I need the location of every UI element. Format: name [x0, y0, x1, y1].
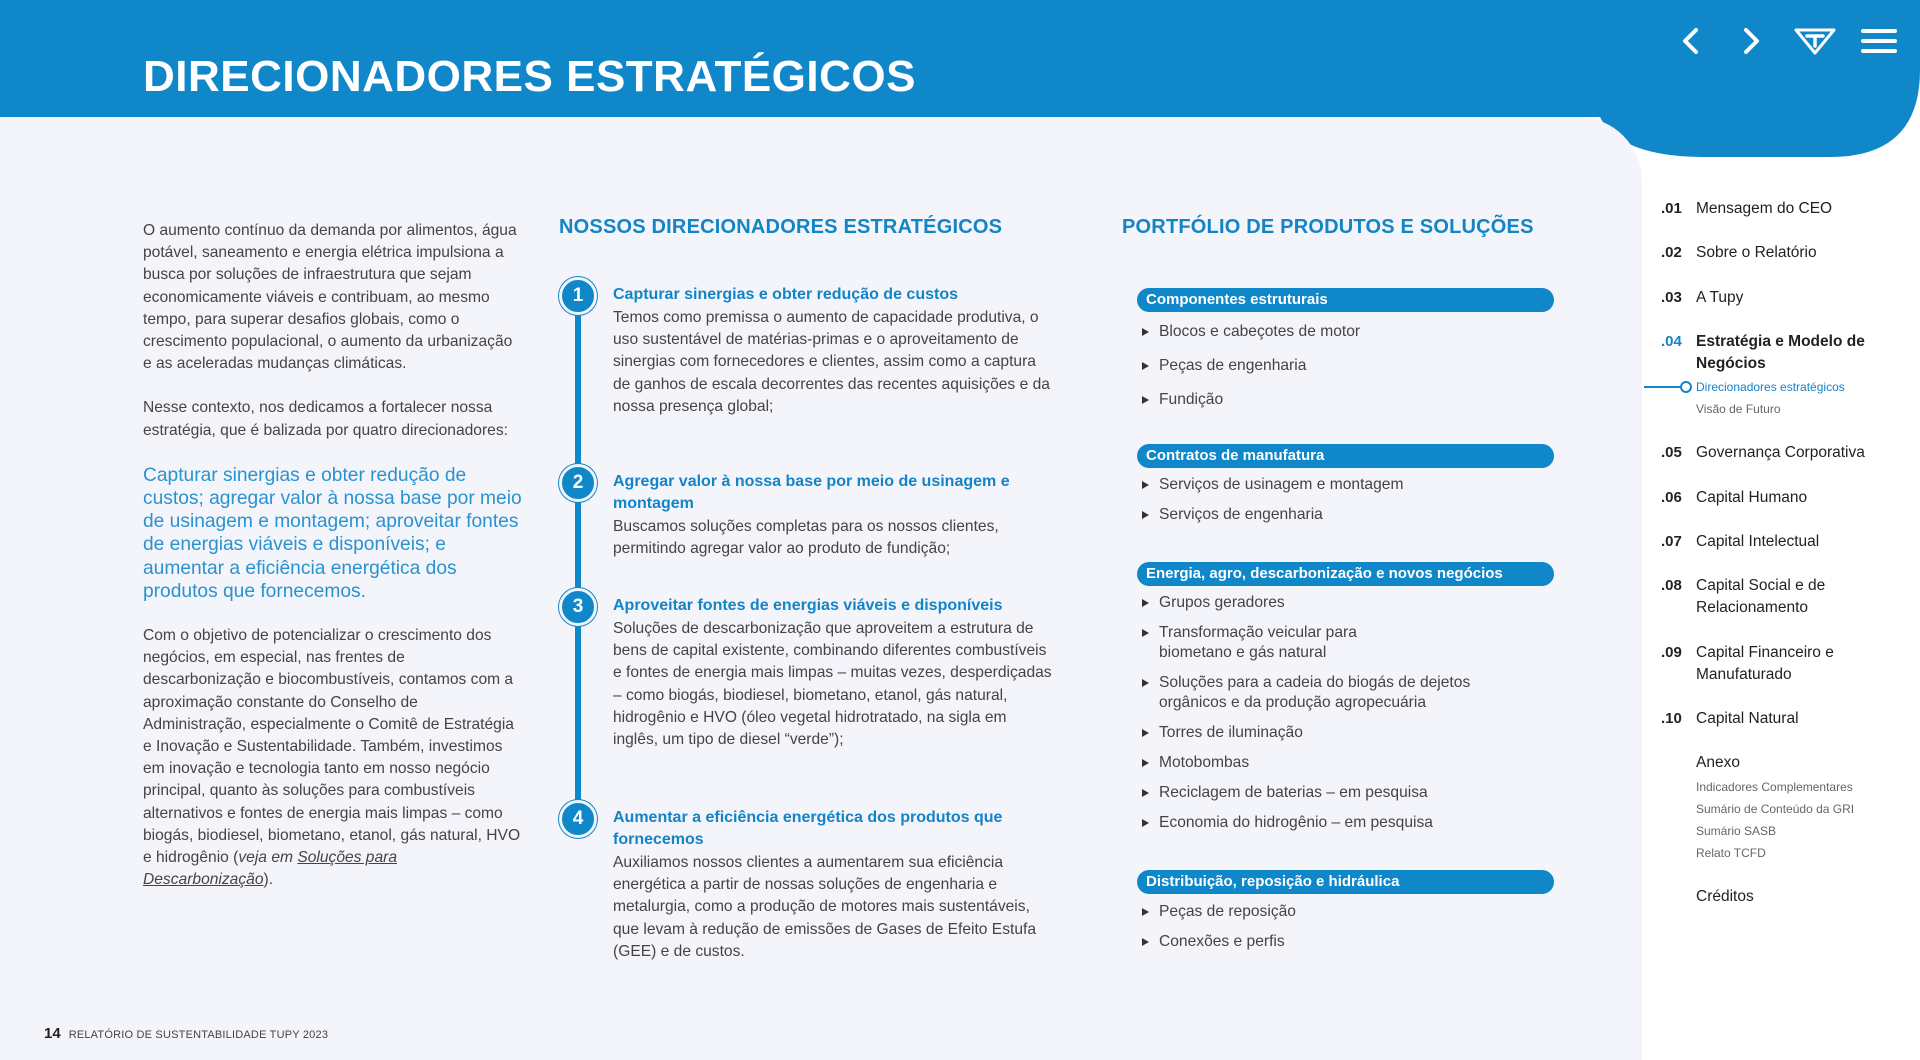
sidebar-item-number: .04 — [1661, 333, 1682, 350]
driver-text: Auxiliamos nossos clientes a aumentarem sua eficiência energética a partir de nossas soluções de engenharia e metalurgia, como a produção de motores mais sustentáveis, que levam à redução de emissões de Gases de Efeito Estufa (GEE) e de custos. — [613, 854, 1037, 960]
category-pill: Energia, agro, descarbonização e novos negócios — [1137, 562, 1554, 586]
step-number-badge: 2 — [559, 464, 597, 502]
list-item: Blocos e cabeçotes de motor — [1140, 322, 1550, 342]
intro-paragraph-3-text: Com o objetivo de potencializar o crescimento dos negócios, em especial, nas frentes de descarbonização e biocombustíveis, contamos com a aproximação constante do Conselho de Administração, especialmente o Comitê de Estratégia e Inovação e Sustentabilidade. Também, investimos em inovação e tecnologia tanto em nosso negócio principal, quanto às soluções para combustíveis alternativos e fontes de energia mais limpas – como biogás, biodiesel, biometano, etanol, gás natural, HVO e hidrogênio ( — [143, 627, 521, 867]
timeline-line — [575, 296, 581, 821]
sidebar-item-label: A Tupy — [1696, 289, 1744, 306]
product-list — [1140, 475, 1550, 525]
sidebar-item-label: Capital Social e de Relacionamento — [1696, 577, 1826, 617]
sidebar-item-label: Anexo — [1696, 754, 1740, 771]
sidebar-item-number: .06 — [1661, 489, 1682, 506]
list-item: Peças de engenharia — [1140, 356, 1550, 376]
portfolio-heading: PORTFÓLIO DE PRODUTOS E SOLUÇÕES — [1122, 216, 1534, 238]
sidebar-item-number: .07 — [1661, 533, 1682, 550]
sidebar-item-label: Capital Financeiro e Manufaturado — [1696, 644, 1834, 684]
sidebar-item-number: .02 — [1661, 244, 1682, 261]
list-item: Fundição — [1140, 390, 1550, 410]
product-list — [1140, 593, 1550, 833]
chevron-left-icon[interactable] — [1672, 22, 1710, 60]
driver-title: Agregar valor à nossa base por meio de usinagem e montagem — [613, 473, 1010, 512]
list-item: Conexões e perfis — [1140, 932, 1550, 952]
list-item: Reciclagem de baterias – em pesquisa — [1140, 783, 1550, 803]
sidebar-subitem-sasb[interactable]: Sumário SASB — [1696, 824, 1777, 838]
active-section-dot — [1680, 381, 1692, 393]
intro-column — [143, 220, 523, 913]
category-pill: Componentes estruturais — [1137, 288, 1554, 312]
category-pill: Distribuição, reposição e hidráulica — [1137, 870, 1554, 894]
intro-paragraph-2: Nesse contexto, nos dedicamos a fortalecer nossa estratégia, que é balizada por quatro direcionadores: — [143, 399, 508, 439]
list-item: Serviços de engenharia — [1140, 505, 1550, 525]
step-number-badge: 1 — [559, 277, 597, 315]
driver-text: Soluções de descarbonização que aproveitem a estrutura de bens de capital existente, combinando diferentes combustíveis e fontes de energia mais limpas – muitas vezes, desperdiçadas – como biogás, biodiesel, biometano, etanol, gás natural, hidrogênio e HVO (óleo vegetal hidrotratado, na sigla em inglês, um tipo de diesel “verde”); — [613, 620, 1052, 749]
footer-report-title: RELATÓRIO DE SUSTENTABILIDADE TUPY 2023 — [68, 1029, 329, 1041]
intro-paragraph-1: O aumento contínuo da demanda por alimentos, água potável, saneamento e energia elétrica impulsiona a busca por soluções de infraestrutura que sejam economicamente viáveis e contribuam, ao mesmo tempo, para superar desafios globais, como o crescimento populacional, o aumento da urbanização e as aceleradas mudanças climáticas. — [143, 222, 517, 373]
sidebar-subitem-future-vision[interactable]: Visão de Futuro — [1696, 402, 1781, 416]
menu-icon[interactable] — [1860, 22, 1898, 60]
sidebar-item-number: .10 — [1661, 710, 1682, 727]
driver-title: Capturar sinergias e obter redução de custos — [613, 286, 958, 303]
sidebar-item-number: .05 — [1661, 444, 1682, 461]
sidebar-item-number: .08 — [1661, 577, 1682, 594]
category-pill: Contratos de manufatura — [1137, 444, 1554, 468]
driver-title: Aproveitar fontes de energias viáveis e disponíveis — [613, 597, 1003, 614]
step-number-badge: 3 — [559, 588, 597, 626]
list-item: Torres de iluminação — [1140, 723, 1550, 743]
list-item: Grupos geradores — [1140, 593, 1550, 613]
drivers-highlight: Capturar sinergias e obter redução de custos; agregar valor à nossa base por meio de usinagem e montagem; aproveitar fontes de energias viáveis e disponíveis; e aumentar a eficiência energética dos produtos que fornecemos. — [143, 464, 522, 602]
sidebar-item-label: Capital Intelectual — [1696, 533, 1820, 550]
product-list — [1140, 322, 1550, 410]
list-item: Economia do hidrogênio – em pesquisa — [1140, 813, 1550, 833]
product-list — [1140, 902, 1550, 952]
sidebar-subitem-indicators[interactable]: Indicadores Complementares — [1696, 780, 1853, 794]
sidebar-item-label: Mensagem do CEO — [1696, 200, 1833, 217]
sidebar-item-number: .09 — [1661, 644, 1682, 661]
list-item: Peças de reposição — [1140, 902, 1550, 922]
see-also-text: veja em — [238, 849, 298, 867]
sidebar-subitem-tcfd[interactable]: Relato TCFD — [1696, 846, 1766, 860]
top-toolbar — [1672, 22, 1898, 60]
list-item: Soluções para a cadeia do biogás de dejetos orgânicos e da produção agropecuária — [1140, 673, 1540, 713]
step-number-badge: 4 — [559, 800, 597, 838]
sidebar-item-label: Capital Humano — [1696, 489, 1808, 506]
sidebar-item-number: .03 — [1661, 289, 1682, 306]
sidebar-subitem-strategic-drivers[interactable]: Direcionadores estratégicos — [1696, 380, 1845, 394]
sidebar-item-label: Sobre o Relatório — [1696, 244, 1817, 261]
drivers-heading: NOSSOS DIRECIONADORES ESTRATÉGICOS — [559, 216, 1003, 238]
driver-title: Aumentar a eficiência energética dos produtos que fornecemos — [613, 809, 1003, 848]
list-item: Motobombas — [1140, 753, 1550, 773]
decarbonization-link[interactable]: Soluções para Descarbonização — [143, 849, 398, 889]
sidebar-subitem-gri[interactable]: Sumário de Conteúdo da GRI — [1696, 802, 1855, 816]
page-title: DIRECIONADORES ESTRATÉGICOS — [143, 52, 916, 101]
intro-paragraph-3 — [143, 625, 523, 891]
sidebar-item-number: .01 — [1661, 200, 1682, 217]
intro-paragraph-3-end: ). — [263, 871, 274, 889]
page-number: 14 — [44, 1025, 61, 1042]
sidebar-item-label: Estratégia e Modelo de Negócios — [1696, 333, 1865, 373]
sidebar-item-label: Créditos — [1696, 888, 1754, 905]
list-item: Transformação veicular para biometano e gás natural — [1140, 623, 1400, 663]
sidebar-item-label: Capital Natural — [1696, 710, 1799, 727]
tupy-logo-icon[interactable] — [1792, 22, 1838, 60]
chevron-right-icon[interactable] — [1732, 22, 1770, 60]
driver-text: Buscamos soluções completas para os nossos clientes, permitindo agregar valor ao produto de fundição; — [613, 518, 999, 558]
list-item: Serviços de usinagem e montagem — [1140, 475, 1550, 495]
driver-text: Temos como premissa o aumento de capacidade produtiva, o uso sustentável de matérias-primas e o aproveitamento de sinergias com fornecedores e clientes, assim como a captura de ganhos de escala decorrentes das recentes aquisições e da nossa presença global; — [613, 309, 1050, 415]
sidebar-item-label: Governança Corporativa — [1696, 444, 1865, 461]
page-footer — [44, 1025, 328, 1042]
